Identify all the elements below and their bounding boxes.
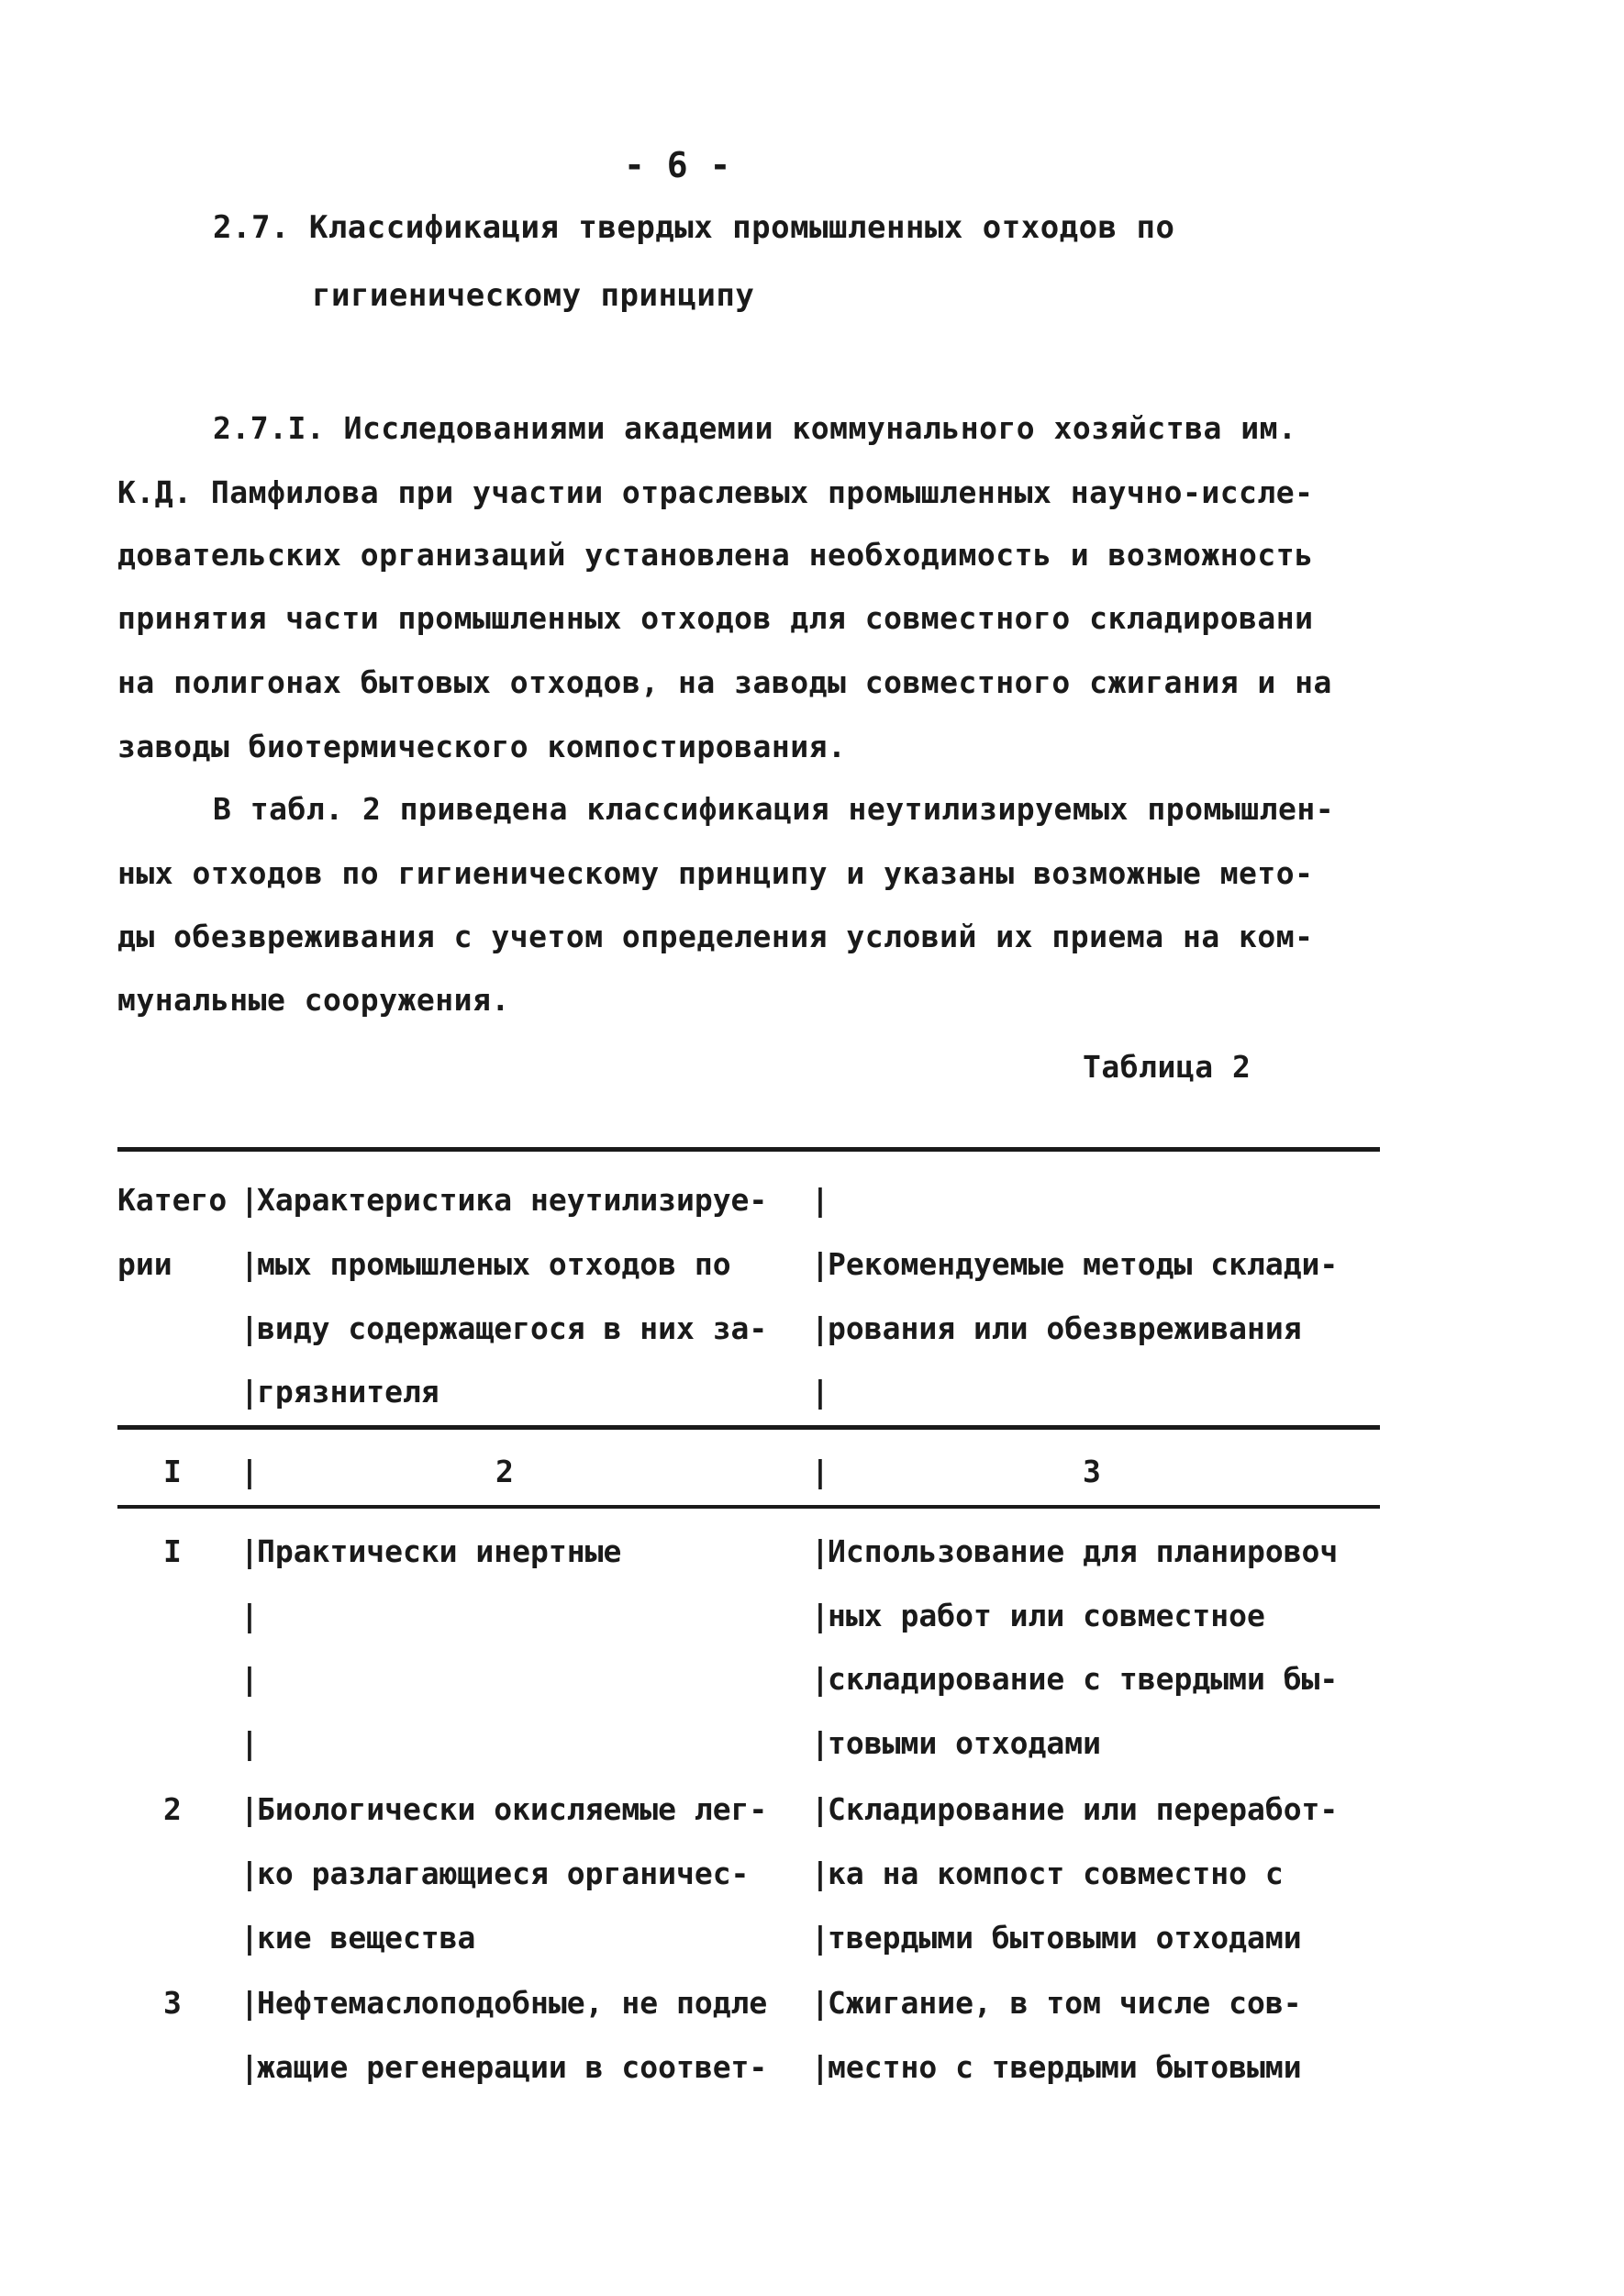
column-separator: | xyxy=(811,1374,829,1410)
column-separator: | xyxy=(240,2049,259,2085)
paragraph-2-line: ды обезвреживания с учетом определения условий их приема на ком- xyxy=(117,919,1314,954)
column-separator: | xyxy=(811,1310,829,1346)
paragraph-1-line: на полигонах бытовых отходов, на заводы совместного сжигания и на xyxy=(117,664,1332,700)
row-characteristic-line: ко разлагающиеся органичес- xyxy=(257,1856,750,1891)
row-method-line: складирование с твердыми бы- xyxy=(828,1661,1339,1697)
header-characteristic-line: виду содержащегося в них за- xyxy=(257,1310,768,1346)
column-number: 2 xyxy=(495,1454,514,1489)
header-category-line: рии xyxy=(117,1246,172,1282)
row-method-line: Складирование или переработ- xyxy=(828,1791,1339,1827)
column-separator: | xyxy=(240,1661,259,1697)
paragraph-2-line: мунальные сооружения. xyxy=(117,982,510,1018)
row-method-line: ка на компост совместно с xyxy=(828,1856,1284,1891)
column-separator: | xyxy=(811,1454,829,1489)
row-method-line: товыми отходами xyxy=(828,1725,1102,1761)
header-characteristic-line: грязнителя xyxy=(257,1374,439,1410)
paragraph-1-line: довательских организаций установлена необходимость и возможность xyxy=(117,537,1314,573)
table-top-rule xyxy=(117,1147,1380,1152)
paragraph-1-line: К.Д. Памфилова при участии отраслевых промышленных научно-иссле- xyxy=(117,474,1314,510)
paragraph-1-line: 2.7.I. Исследованиями академии коммунального хозяйства им. xyxy=(213,410,1297,446)
row-method-line: Сжигание, в том числе сов- xyxy=(828,1985,1302,2021)
table-numbers-rule xyxy=(117,1505,1380,1509)
column-separator: | xyxy=(811,1533,829,1569)
row-method-line: твердыми бытовыми отходами xyxy=(828,1920,1302,1956)
row-method-line: местно с твердыми бытовыми xyxy=(828,2049,1302,2085)
header-method-line: рования или обезвреживания xyxy=(828,1310,1302,1346)
column-separator: | xyxy=(811,1920,829,1956)
column-separator: | xyxy=(811,1661,829,1697)
column-separator: | xyxy=(811,1985,829,2021)
column-separator: | xyxy=(240,1725,259,1761)
column-separator: | xyxy=(811,1791,829,1827)
column-separator: | xyxy=(240,1246,259,1282)
column-separator: | xyxy=(811,2049,829,2085)
column-number: I xyxy=(163,1454,182,1489)
column-separator: | xyxy=(811,1598,829,1633)
row-category: 2 xyxy=(163,1791,182,1827)
paragraph-1-line: принятия части промышленных отходов для совместного складировани xyxy=(117,600,1314,636)
row-method-line: Использование для планировоч xyxy=(828,1533,1339,1569)
table-caption: Таблица 2 xyxy=(1083,1049,1251,1085)
row-characteristic-line: Нефтемаслоподобные, не подле xyxy=(257,1985,768,2021)
row-category: I xyxy=(163,1533,182,1569)
column-separator: | xyxy=(811,1182,829,1218)
paragraph-1-line: заводы биотермического компостирования. xyxy=(117,729,847,764)
column-separator: | xyxy=(240,1985,259,2021)
row-characteristic-line: Биологически окисляемые лег- xyxy=(257,1791,768,1827)
column-separator: | xyxy=(240,1791,259,1827)
table-header-rule xyxy=(117,1425,1380,1430)
column-separator: | xyxy=(240,1920,259,1956)
column-separator: | xyxy=(240,1182,259,1218)
row-method-line: ных работ или совместное xyxy=(828,1598,1265,1633)
row-characteristic-line: кие вещества xyxy=(257,1920,476,1956)
header-category-line: Катего xyxy=(117,1182,228,1218)
page-number: - 6 - xyxy=(624,145,731,185)
column-separator: | xyxy=(240,1598,259,1633)
column-separator: | xyxy=(811,1246,829,1282)
row-characteristic-line: Практически инертные xyxy=(257,1533,622,1569)
column-separator: | xyxy=(811,1856,829,1891)
column-separator: | xyxy=(240,1533,259,1569)
header-method-line: Рекомендуемые методы склади- xyxy=(828,1246,1339,1282)
column-separator: | xyxy=(240,1310,259,1346)
row-characteristic-line: жащие регенерации в соответ- xyxy=(257,2049,768,2085)
row-category: 3 xyxy=(163,1985,182,2021)
paragraph-2-line: В табл. 2 приведена классификация неутилизируемых промышлен- xyxy=(213,791,1335,827)
column-separator: | xyxy=(240,1454,259,1489)
section-heading-line-1: 2.7. Классификация твердых промышленных отходов по xyxy=(213,209,1175,246)
column-separator: | xyxy=(240,1374,259,1410)
column-separator: | xyxy=(240,1856,259,1891)
header-characteristic-line: мых промышленых отходов по xyxy=(257,1246,731,1282)
column-number: 3 xyxy=(1083,1454,1101,1489)
column-separator: | xyxy=(811,1725,829,1761)
section-heading-line-2: гигиеническому принципу xyxy=(312,277,755,314)
paragraph-2-line: ных отходов по гигиеническому принципу и указаны возможные мето- xyxy=(117,855,1314,891)
header-characteristic-line: Характеристика неутилизируе- xyxy=(257,1182,768,1218)
